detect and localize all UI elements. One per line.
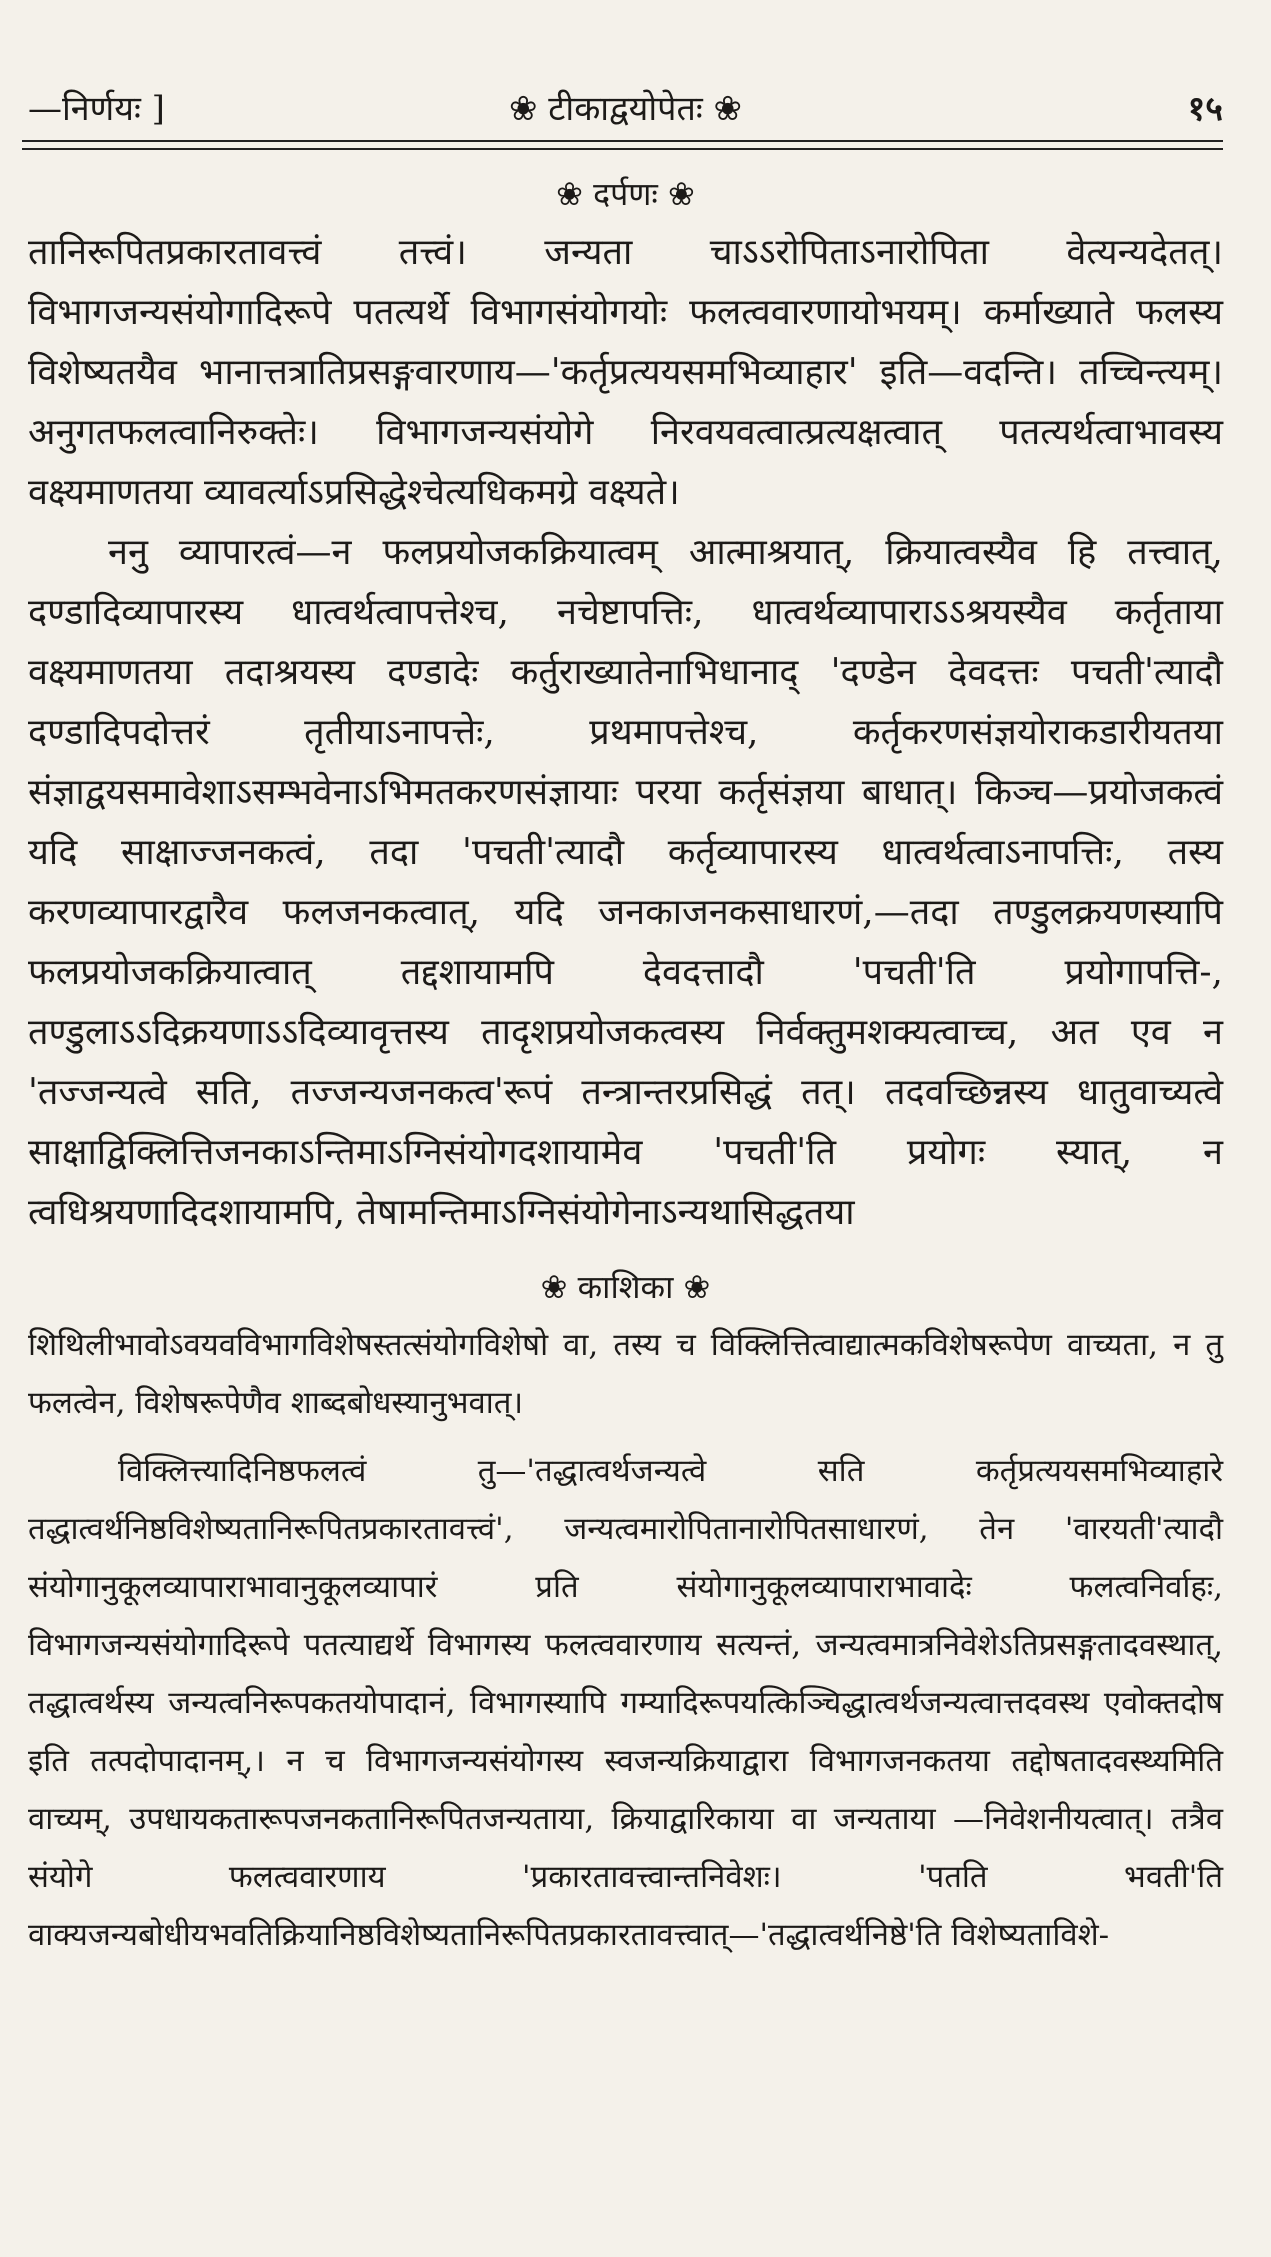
kashika-paragraph-1: शिथिलीभावोऽवयवविभागविशेषस्तत्संयोगविशेषो वा, तस्य च विक्लित्तित्वाद्यात्मकविशेषरूपेण वाच्यता, न तु फलत्वेन, विशेषरूपेणैव शाब्दबोधस्यानुभवात्।	[28, 1327, 1223, 1421]
section-title-kashika: ❀ काशिका ❀	[540, 1268, 711, 1306]
header-double-rule	[22, 140, 1223, 150]
darpana-paragraph-2: ननु व्यापारत्वं—न फलप्रयोजकक्रियात्वम् आत्माश्रयात्, क्रियात्वस्यैव हि तत्त्वात्, दण्डादिव्यापारस्य धात्वर्थत्वापत्तेश्च, नचेष्टापत्तिः, धात्वर्थव्यापाराऽऽश्रयस्यैव कर्तृताया वक्ष्यमाणतया तदाश्रयस्य दण्डादेः कर्तुराख्यातेनाभिधानाद् 'दण्डेन देवदत्तः पचती'त्यादौ दण्डादिपदोत्तरं तृतीयाऽनापत्तेः, प्रथमापत्तेश्च, कर्तृकरणसंज्ञयोराकडारीयतया संज्ञाद्वयसमावेशाऽसम्भवेनाऽभिमतकरणसंज्ञायाः परया कर्तृसंज्ञया बाधात्। किञ्च—प्रयोजकत्वं यदि साक्षाज्जनकत्वं, तदा 'पचती'त्यादौ कर्तृव्यापारस्य धात्वर्थत्वाऽनापत्तिः, तस्य करणव्यापारद्वारैव फलजनकत्वात्, यदि जनकाजनकसाधारणं,—तदा तण्डुलक्रयणस्यापि फलप्रयोजकक्रियात्वात् तद्दशायामपि देवदत्तादौ 'पचती'ति प्रयोगापत्ति-, तण्डुलाऽऽदिक्रयणाऽऽदिव्यावृत्तस्य तादृशप्रयोजकत्वस्य निर्वक्तुमशक्यत्वाच्च, अत एव न 'तज्जन्यत्वे सति, तज्जन्यजनकत्व'रूपं तन्त्रान्तरप्रसिद्धं तत्। तदवच्छिन्नस्य धातुवाच्यत्वे साक्षाद्विक्लित्तिजनकाऽन्तिमाऽग्निसंयोगदशायामेव 'पचती'ति प्रयोगः स्यात्, न त्वधिश्रयणादिदशायामपि, तेषामन्तिमाऽग्निसंयोगेनाऽन्यथासिद्धतया	[28, 532, 1223, 1233]
section-title-darpana: ❀ दर्पणः ❀	[556, 175, 695, 213]
darpana-paragraph-1: तानिरूपितप्रकारतावत्त्वं तत्त्वं। जन्यता चाऽऽरोपिताऽनारोपिता वेत्यन्यदेतत्। विभागजन्यसंयोगादिरूपे पतत्यर्थे विभागसंयोगयोः फलत्ववारणायोभयम्। कर्माख्याते फलस्य विशेष्यतयैव भानात्तत्रातिप्रसङ्गवारणाय—'कर्तृप्रत्ययसमभिव्याहार' इति—वदन्ति। तच्चिन्त्यम्। अनुगतफलत्वानिरुक्तेः। विभागजन्यसंयोगे निरवयवत्वात्प्रत्यक्षत्वात् पतत्यर्थत्वाभावस्य वक्ष्यमाणतया व्यावर्त्याऽप्रसिद्धेश्चेत्यधिकमग्रे वक्ष्यते।	[28, 232, 1223, 513]
page-number: १५	[1187, 89, 1223, 129]
section-kashika	[28, 1265, 1223, 1964]
kashika-paragraph-2: विक्लित्त्यादिनिष्ठफलत्वं तु—'तद्धात्वर्थजन्यत्वे सति कर्तृप्रत्ययसमभिव्याहारे तद्धात्वर्थनिष्ठविशेष्यतानिरूपितप्रकारतावत्त्वं', जन्यत्वमारोपितानारोपितसाधारणं, तेन 'वारयती'त्यादौ संयोगानुकूलव्यापाराभावानुकूलव्यापारं प्रति संयोगानुकूलव्यापाराभावादेः फलत्वनिर्वाहः, विभागजन्यसंयोगादिरूपे पतत्याद्यर्थे विभागस्य फलत्ववारणाय सत्यन्तं, जन्यत्वमात्रनिवेशेऽतिप्रसङ्गतादवस्थात्, तद्धात्वर्थस्य जन्यत्वनिरूपकतयोपादानं, विभागस्यापि गम्यादिरूपयत्किञ्चिद्धात्वर्थजन्यत्वात्तदवस्थ एवोक्तदोष इति तत्पदोपादानम्,। न च विभागजन्यसंयोगस्य स्वजन्यक्रियाद्वारा विभागजनकतया तद्दोषतादवस्थ्यमिति वाच्यम्, उपधायकतारूपजनकतानिरूपितजन्यताया, क्रियाद्वारिकाया वा जन्यताया —निवेशनीयत्वात्। तत्रैव संयोगे फलत्ववारणाय 'प्रकारतावत्त्वान्तनिवेशः। 'पतति भवती'ति वाक्यजन्यबोधीयभवतिक्रियानिष्ठविशेष्यतानिरूपितप्रकारतावत्त्वात्—'तद्धात्वर्थनिष्ठे'ति विशेष्यताविशे-	[28, 1453, 1223, 1953]
paragraph-gap	[28, 1432, 1223, 1442]
page-header	[28, 70, 1223, 130]
running-head-title: ❀ टीकाद्वयोपेतः ❀	[508, 89, 743, 129]
running-head-left: —निर्णयः ]	[28, 89, 165, 129]
section-darpana	[28, 172, 1223, 1243]
